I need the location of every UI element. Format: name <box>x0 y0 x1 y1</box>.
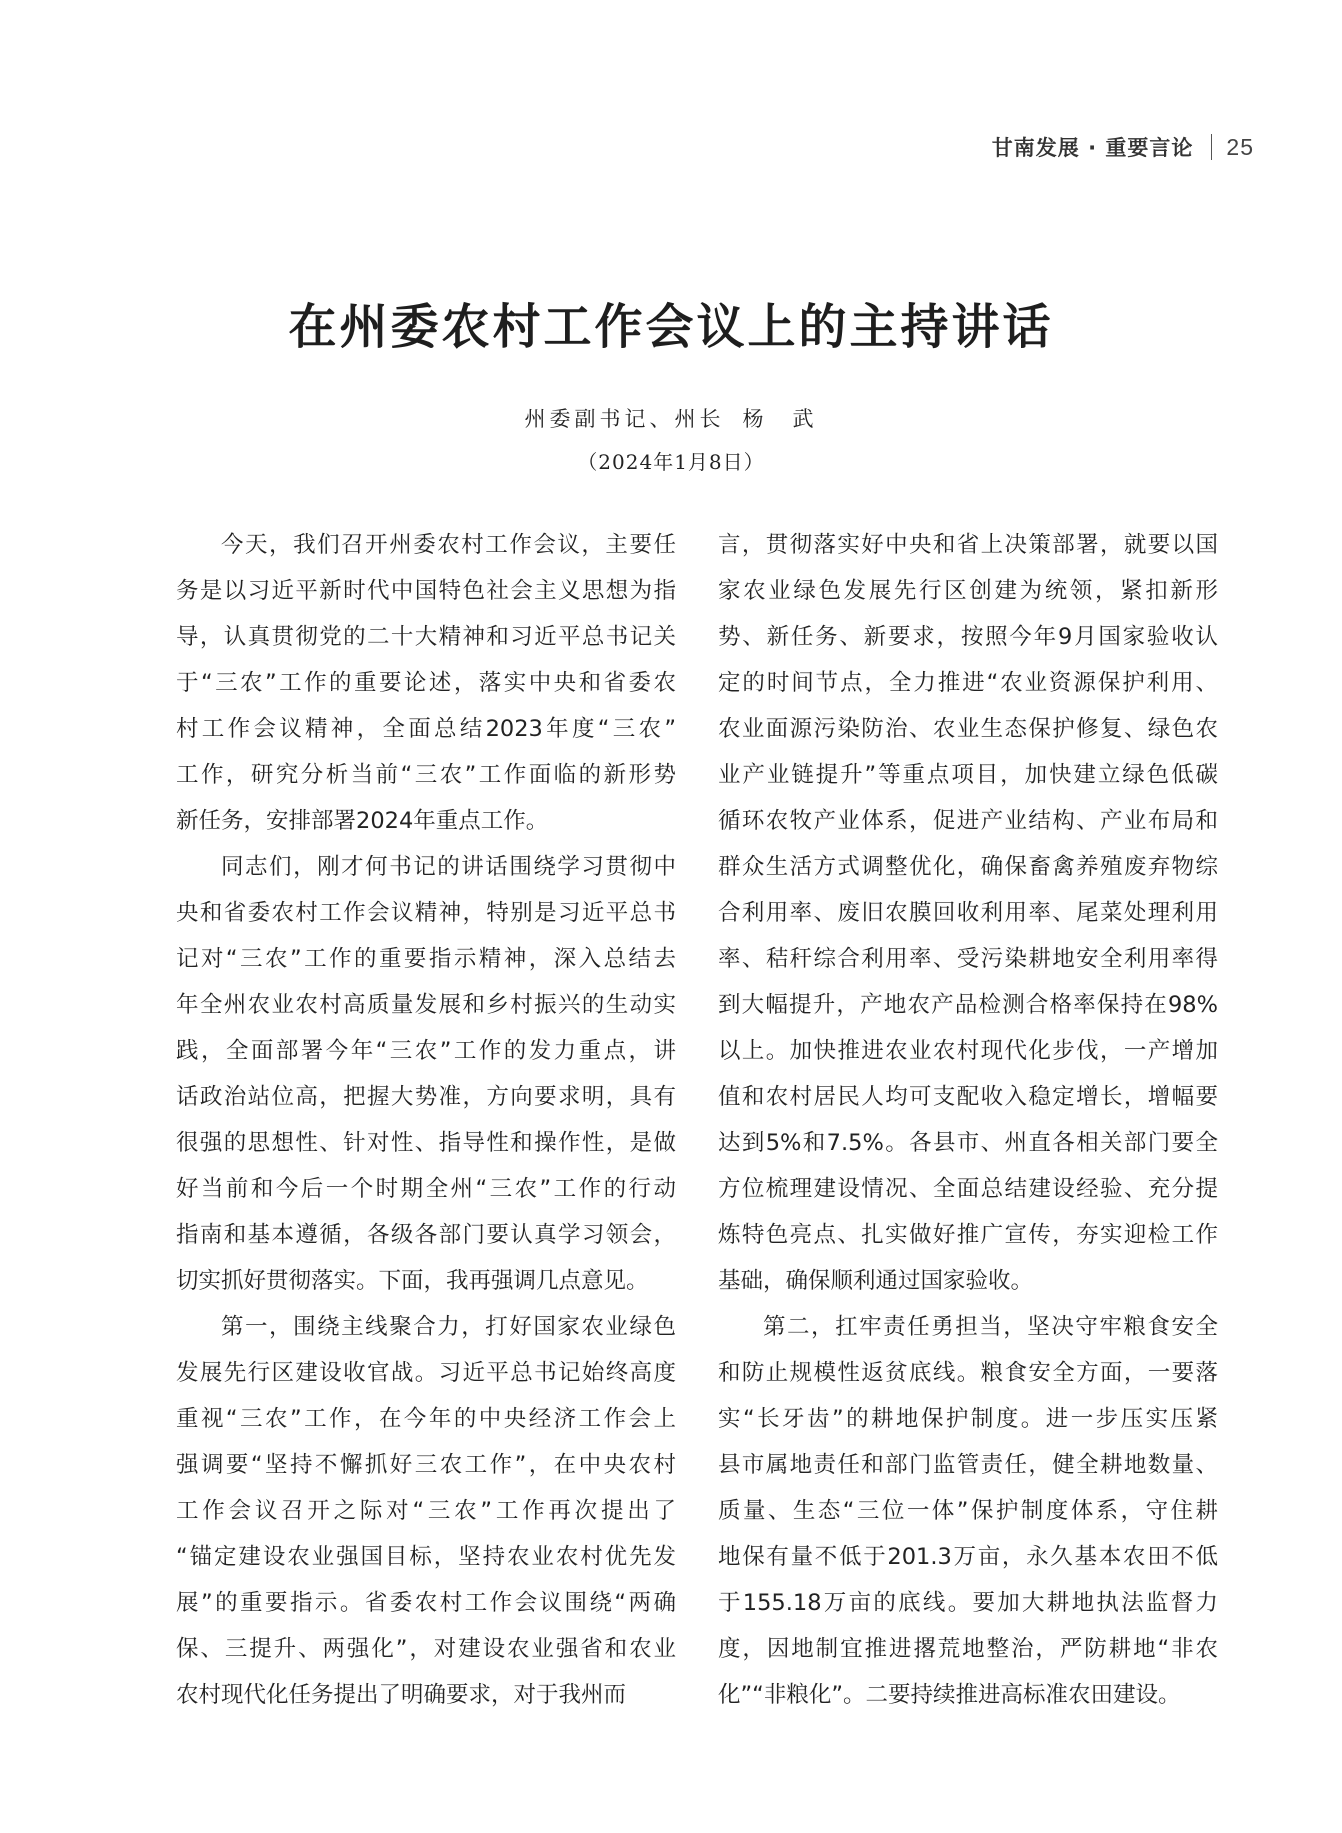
body-paragraph <box>176 522 676 844</box>
text-line: 以上。加快推进农业农村现代化步伐，一产增加 <box>718 1038 1218 1064</box>
text-line: 发展先行区建设收官战。习近平总书记始终高度 <box>176 1360 676 1386</box>
text-line: 业产业链提升”等重点项目，加快建立绿色低碳 <box>718 762 1218 788</box>
text-line: 务是以习近平新时代中国特色社会主义思想为指 <box>176 578 676 604</box>
text-line: 指南和基本遵循，各级各部门要认真学习领会， <box>176 1222 676 1248</box>
body-paragraph <box>718 522 1218 1304</box>
text-line: 央和省委农村工作会议精神，特别是习近平总书 <box>176 900 676 926</box>
text-line: 度，因地制宜推进撂荒地整治，严防耕地“非农 <box>718 1636 1218 1662</box>
text-line: 合利用率、废旧农膜回收利用率、尾菜处理利用 <box>718 900 1218 926</box>
text-line: 好当前和今后一个时期全州“三农”工作的行动 <box>176 1176 676 1202</box>
text-line: 值和农村居民人均可支配收入稳定增长，增幅要 <box>718 1084 1218 1110</box>
text-line: 新任务，安排部署2024年重点工作。 <box>176 808 549 834</box>
byline <box>0 403 1342 433</box>
text-line: 农业面源污染防治、农业生态保护修复、绿色农 <box>718 716 1218 742</box>
speech-date: （2024年1月8日） <box>577 450 765 474</box>
text-line: 化”“非粮化”。二要持续推进高标准农田建设。 <box>718 1682 1181 1708</box>
text-line: 炼特色亮点、扎实做好推广宣传，夯实迎检工作 <box>718 1222 1218 1248</box>
running-head-divider <box>1211 134 1212 160</box>
text-line: 第二，扛牢责任勇担当，坚决守牢粮食安全 <box>763 1314 1218 1340</box>
text-line: 方位梳理建设情况、全面总结建设经验、充分提 <box>718 1176 1218 1202</box>
text-line: 记对“三农”工作的重要指示精神，深入总结去 <box>176 946 676 972</box>
text-line: 工作，研究分析当前“三农”工作面临的新形势 <box>176 762 676 788</box>
text-line: 展”的重要指示。省委农村工作会议围绕“两确 <box>176 1590 676 1616</box>
text-line: 践，全面部署今年“三农”工作的发力重点，讲 <box>176 1038 676 1064</box>
text-line: 重视“三农”工作，在今年的中央经济工作会上 <box>176 1406 676 1432</box>
text-line: 于155.18万亩的底线。要加大耕地执法监督力 <box>718 1590 1218 1616</box>
text-line: 导，认真贯彻党的二十大精神和习近平总书记关 <box>176 624 676 650</box>
text-line: 势、新任务、新要求，按照今年9月国家验收认 <box>718 624 1218 650</box>
text-line: 地保有量不低于201.3万亩，永久基本农田不低 <box>718 1544 1218 1570</box>
text-line: 言，贯彻落实好中央和省上决策部署，就要以国 <box>718 532 1218 558</box>
text-line: 群众生活方式调整优化，确保畜禽养殖废弃物综 <box>718 854 1218 880</box>
text-line: 实“长牙齿”的耕地保护制度。进一步压实压紧 <box>718 1406 1218 1432</box>
text-line: “锚定建设农业强国目标，坚持农业农村优先发 <box>176 1544 676 1570</box>
byline-role: 州委副书记、州长 <box>524 407 725 431</box>
text-line: 保、三提升、两强化”，对建设农业强省和农业 <box>176 1636 676 1662</box>
text-line: 第一，围绕主线聚合力，打好国家农业绿色 <box>221 1314 676 1340</box>
text-line: 今天，我们召开州委农村工作会议，主要任 <box>221 532 676 558</box>
running-head-section: 甘南发展 · 重要言论 <box>991 136 1194 160</box>
text-line: 村工作会议精神，全面总结2023年度“三农” <box>176 716 676 742</box>
article-title: 在州委农村工作会议上的主持讲话 <box>288 299 1054 355</box>
text-line: 定的时间节点，全力推进“农业资源保护利用、 <box>718 670 1218 696</box>
text-line: 年全州农业农村高质量发展和乡村振兴的生动实 <box>176 992 676 1018</box>
text-line: 质量、生态“三位一体”保护制度体系，守住耕 <box>718 1498 1218 1524</box>
text-line: 切实抓好贯彻落实。下面，我再强调几点意见。 <box>176 1268 649 1294</box>
text-line: 和防止规模性返贫底线。粮食安全方面，一要落 <box>718 1360 1218 1386</box>
text-line: 基础，确保顺利通过国家验收。 <box>718 1268 1034 1294</box>
text-line: 同志们，刚才何书记的讲话围绕学习贯彻中 <box>221 854 676 880</box>
text-line: 到大幅提升，产地农产品检测合格率保持在98% <box>718 992 1218 1018</box>
text-line: 很强的思想性、针对性、指导性和操作性，是做 <box>176 1130 676 1156</box>
text-line: 率、秸秆综合利用率、受污染耕地安全利用率得 <box>718 946 1218 972</box>
body-paragraph <box>176 844 676 1304</box>
text-line: 工作会议召开之际对“三农”工作再次提出了 <box>176 1498 676 1524</box>
byline-name: 杨 武 <box>742 407 818 431</box>
body-paragraph <box>718 1304 1218 1718</box>
body-paragraph <box>176 1304 676 1718</box>
text-line: 话政治站位高，把握大势准，方向要求明，具有 <box>176 1084 676 1110</box>
text-line: 农村现代化任务提出了明确要求，对于我州而 <box>176 1682 627 1708</box>
page-number: 25 <box>1226 133 1254 160</box>
text-line: 强调要“坚持不懈抓好三农工作”，在中央农村 <box>176 1452 676 1478</box>
text-line: 家农业绿色发展先行区创建为统领，紧扣新形 <box>718 578 1218 604</box>
text-line: 循环农牧产业体系，促进产业结构、产业布局和 <box>718 808 1218 834</box>
left-column <box>176 522 676 1718</box>
text-line: 于“三农”工作的重要论述，落实中央和省委农 <box>176 670 676 696</box>
running-head <box>992 132 1254 162</box>
text-line: 达到5%和7.5%。各县市、州直各相关部门要全 <box>718 1130 1218 1156</box>
right-column <box>718 522 1218 1718</box>
text-line: 县市属地责任和部门监管责任，健全耕地数量、 <box>718 1452 1218 1478</box>
